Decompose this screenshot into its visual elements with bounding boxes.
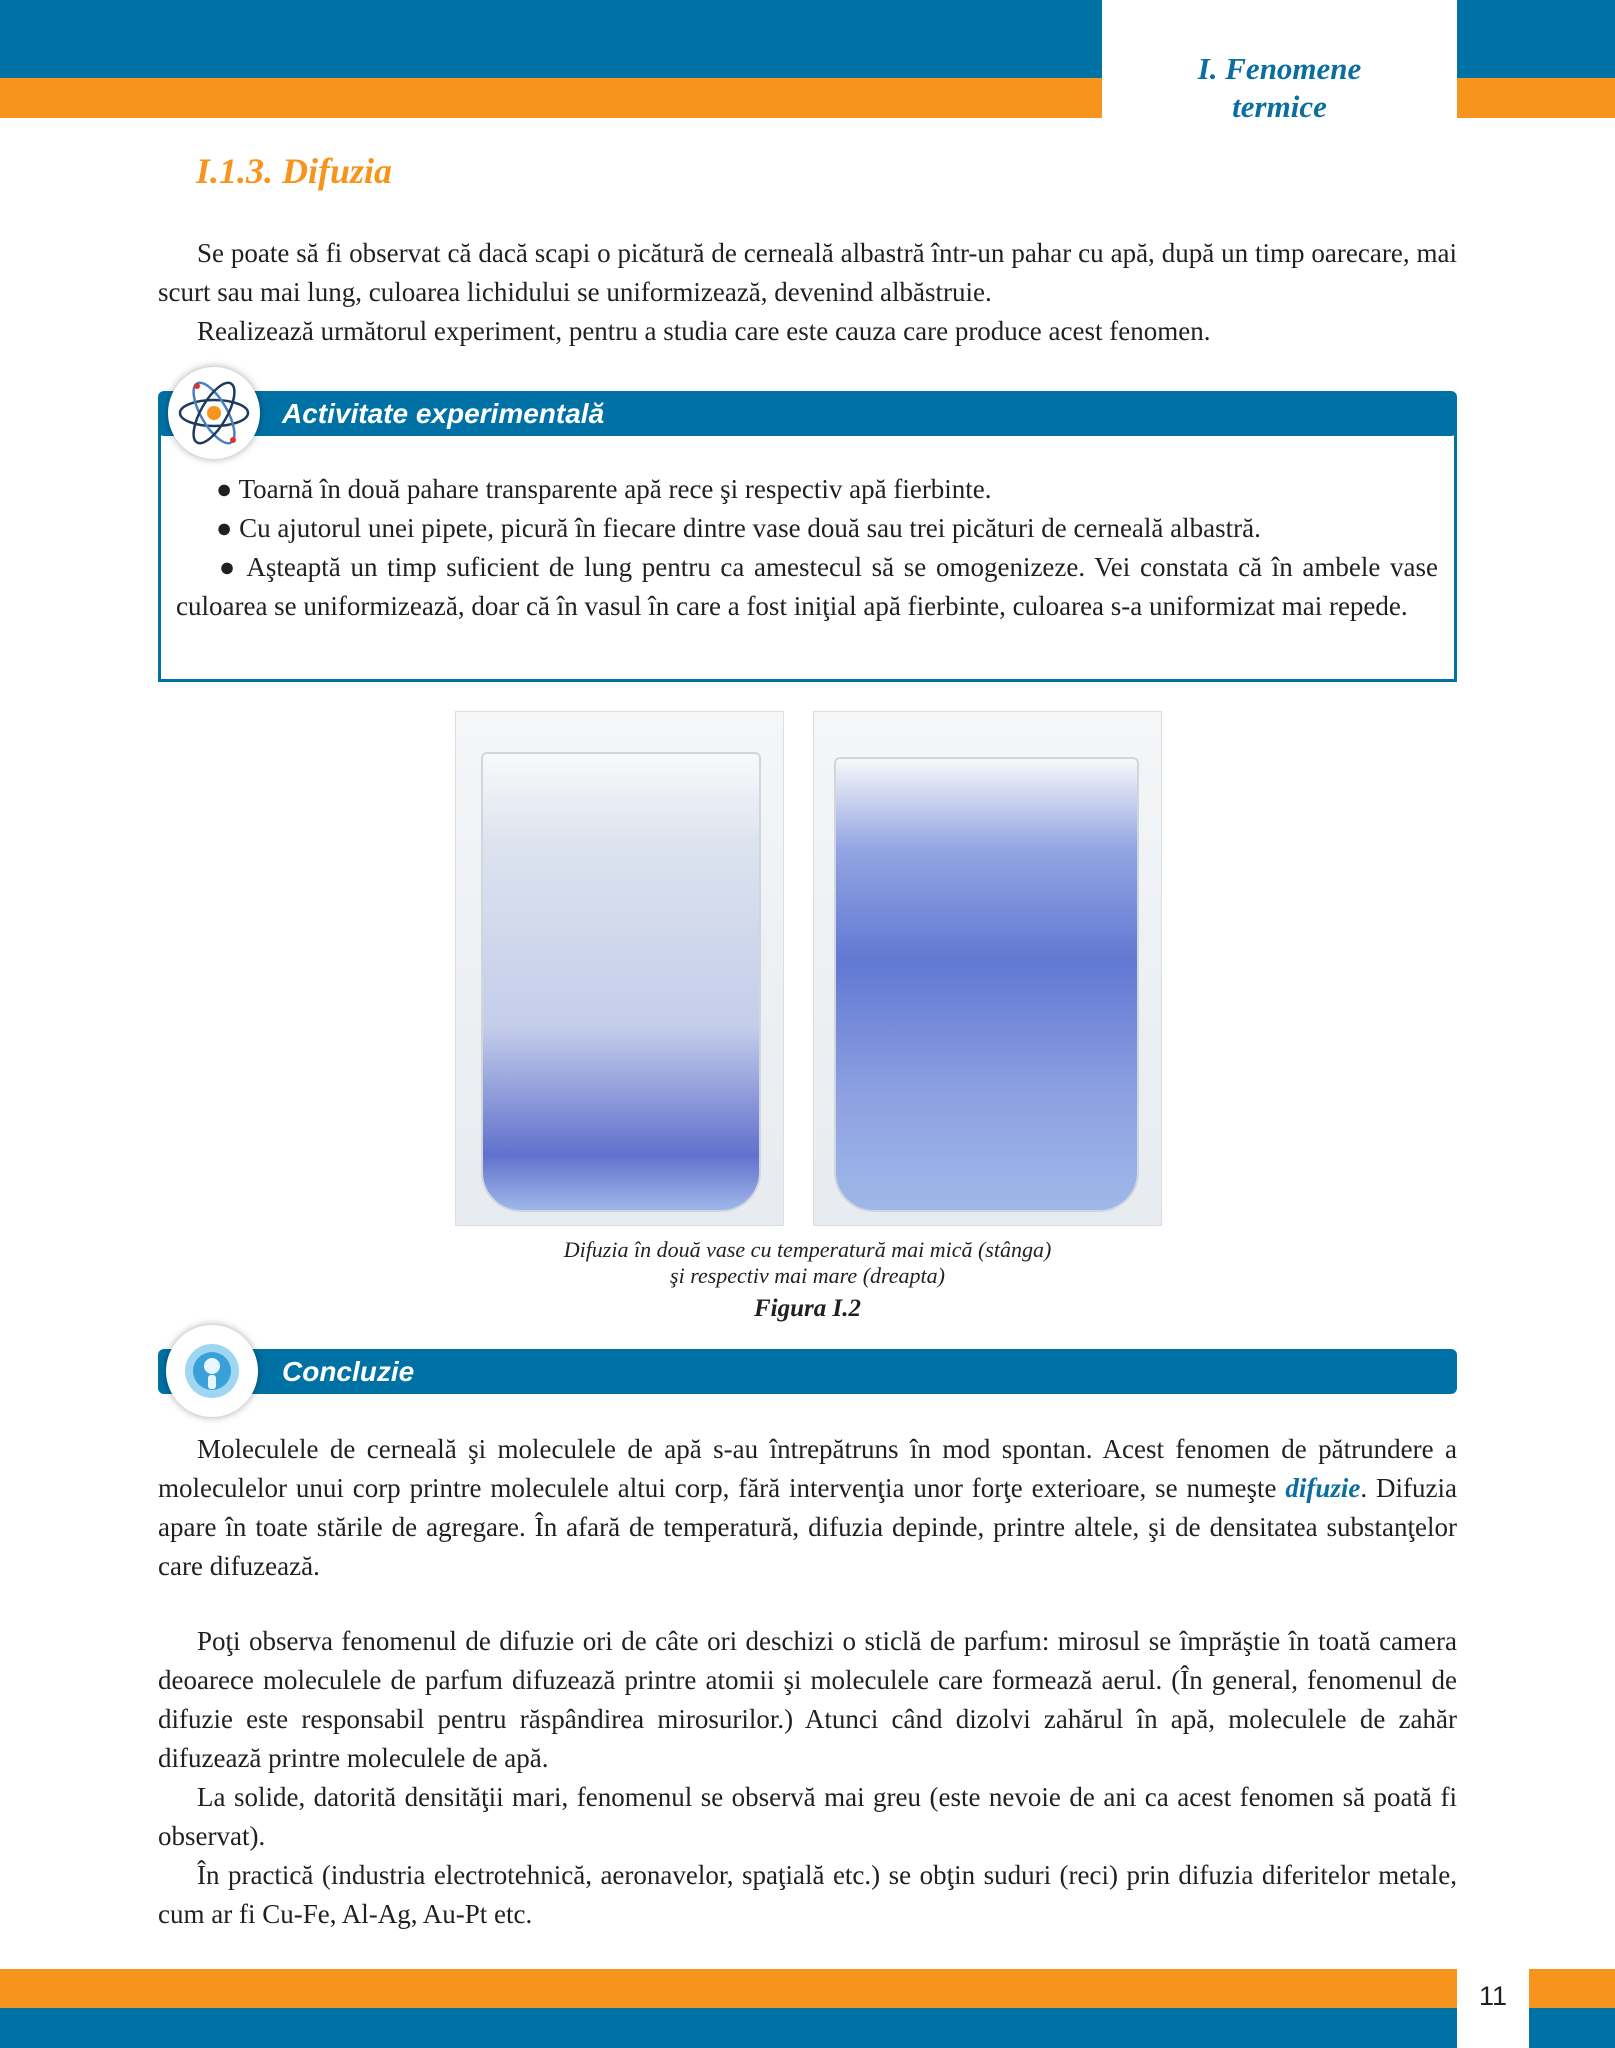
lightbulb-icon xyxy=(166,1325,258,1417)
conclusion-header: Concluzie xyxy=(158,1349,1457,1394)
footer-blue-band xyxy=(0,2008,1615,2048)
chapter-title-line2: termice xyxy=(1232,89,1327,124)
paragraph: În practică (industria electrotehnică, aeronavelor, spaţială etc.) se obţin suduri (reci) prin difuzia diferitelor metale, cum ar fi Cu-Fe, Al-Ag, Au-Pt etc. xyxy=(158,1860,1457,1929)
activity-item: ● Aşteaptă un timp suficient de lung pentru ca amestecul să se omogenizeze. Vei constata că în ambele vase culoarea se uniformizează, doar că în vasul în care a fost iniţial apă fierbinte, culoarea s-a uniformizat mai repede. xyxy=(176,552,1438,621)
activity-item: ● Cu ajutorul unei pipete, picură în fiecare dintre vase două sau trei picături de cerneală albastră. xyxy=(216,513,1261,543)
chapter-title-line1: I. Fenomene xyxy=(1197,51,1362,86)
chapter-tab xyxy=(1102,0,1457,124)
paragraph: Poţi observa fenomenul de difuzie ori de câte ori deschizi o sticlă de parfum: mirosul se împrăştie în toată camera deoarece moleculele de parfum difuzează printre atomii şi moleculele care formează aerul. (În general, fenomenul de difuzie este responsabil pentru răspândirea mirosurilor.) Atunci când dizolvi zahărul în apă, moleculele de zahăr difuzează printre moleculele de apă. xyxy=(158,1626,1457,1773)
figure-label: Figura I.2 xyxy=(754,1295,861,1322)
activity-item: ● Toarnă în două pahare transparente apă rece şi respectiv apă fierbinte. xyxy=(216,474,992,504)
intro-text xyxy=(158,234,1457,351)
figure-caption: Difuzia în două vase cu temperatură mai mică (stânga) şi respectiv mai mare (dreapta) xyxy=(563,1237,1052,1288)
activity-list xyxy=(176,470,1438,626)
term-difuzie: difuzie xyxy=(1285,1473,1361,1503)
page-number: 11 xyxy=(1457,1969,1529,2048)
footer-orange-band xyxy=(0,1969,1615,2008)
cold-water-glass-photo xyxy=(455,711,784,1226)
intro-paragraph: Se poate să fi observat că dacă scapi o picătură de cerneală albastră într-un pahar cu apă, după un timp oarecare, mai scurt sau mai lung, culoarea lichidului se uniformizează, devenind albăstruie. xyxy=(158,238,1457,307)
hot-water-glass-photo xyxy=(813,711,1162,1226)
conclusion-paragraph: Moleculele de cerneală şi moleculele de apă s-au întrepătruns în mod spontan. Acest fenomen de pătrundere a moleculelor unui corp printre moleculele altui corp, fără intervenţia unor forţe exterioare, se numeşte difuzie. Difuzia apare în toate stările de agregare. În afară de temperatură, difuzia depinde, printre altele, şi de densitatea substanţelor care difuzează. xyxy=(158,1434,1457,1581)
body-text xyxy=(158,1622,1457,1934)
intro-paragraph: Realizează următorul experiment, pentru a studia care este cauza care produce acest fenomen. xyxy=(197,316,1211,346)
section-title: I.1.3. Difuzia xyxy=(196,151,393,191)
activity-header: Activitate experimentală xyxy=(158,391,1457,436)
paragraph: La solide, datorită densităţii mari, fenomenul se observă mai greu (este nevoie de ani ca acest fenomen să poată fi observat). xyxy=(158,1782,1457,1851)
atom-icon xyxy=(168,367,260,459)
